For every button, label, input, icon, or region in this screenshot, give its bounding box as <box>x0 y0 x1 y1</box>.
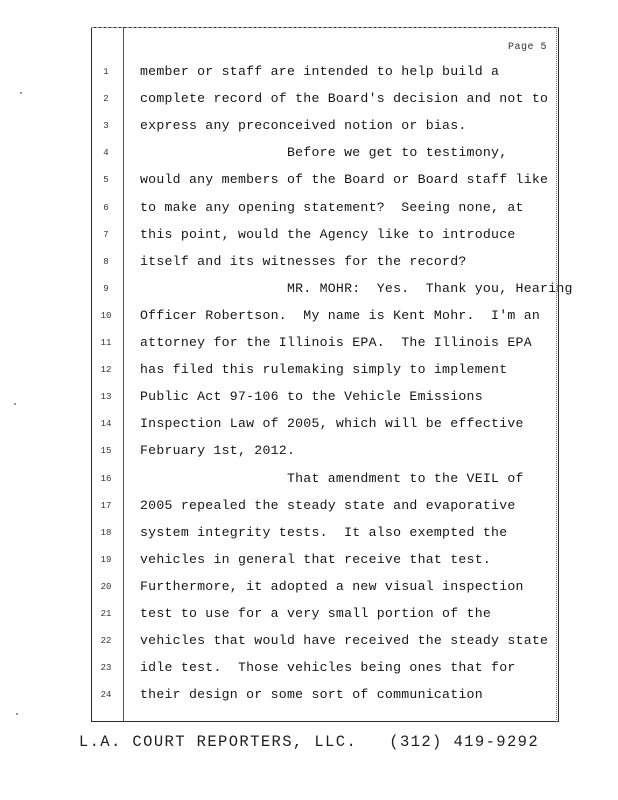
top-border <box>91 27 559 28</box>
transcript-line <box>0 281 618 305</box>
line-number: 8 <box>103 256 109 267</box>
transcript-line <box>0 145 618 169</box>
line-number: 10 <box>100 310 112 321</box>
line-text: idle test. Those vehicles being ones that for <box>140 660 516 676</box>
line-text: to make any opening statement? Seeing none, at <box>140 199 524 215</box>
line-number: 13 <box>100 392 112 403</box>
line-number: 7 <box>103 229 109 240</box>
scan-speck <box>16 713 18 715</box>
line-number: 19 <box>100 554 112 565</box>
line-text: this point, would the Agency like to introduce <box>140 226 516 242</box>
line-text: their design or some sort of communication <box>140 687 483 703</box>
line-number: 5 <box>103 175 109 186</box>
line-text: Officer Robertson. My name is Kent Mohr. I'm an <box>140 307 541 323</box>
line-text: express any preconceived notion or bias. <box>140 118 467 134</box>
line-number: 21 <box>100 609 112 619</box>
transcript-line <box>0 64 618 88</box>
line-text: Furthermore, it adopted a new visual inspection <box>140 578 524 594</box>
transcript-line <box>0 416 618 440</box>
transcript-line <box>0 687 618 711</box>
line-text: 2005 repealed the steady state and evaporative <box>140 497 516 513</box>
transcript-line <box>0 606 618 630</box>
line-text: test to use for a very small portion of the <box>140 606 492 621</box>
transcript-line <box>0 200 618 224</box>
court-reporter-footer: L.A. COURT REPORTERS, LLC. (312) 419-9292 <box>78 733 540 751</box>
line-number: 16 <box>100 473 112 484</box>
line-text: attorney for the Illinois EPA. The Illinois EPA <box>140 335 532 350</box>
transcript-line <box>0 471 618 495</box>
transcript-line <box>0 443 618 467</box>
line-number: 24 <box>100 690 112 701</box>
line-text: Public Act 97-106 to the Vehicle Emissions <box>140 389 483 405</box>
transcript-line <box>0 389 618 413</box>
transcript-line <box>0 91 618 115</box>
line-text: has filed this rulemaking simply to implement <box>140 362 508 378</box>
transcript-line <box>0 254 618 278</box>
line-text: Before we get to testimony, <box>140 145 508 161</box>
line-text: vehicles in general that receive that test. <box>140 551 492 567</box>
line-text: would any members of the Board or Board staff like <box>140 172 549 188</box>
line-text: Inspection Law of 2005, which will be effective <box>140 416 524 432</box>
transcript-line <box>0 227 618 251</box>
line-text: itself and its witnesses for the record? <box>140 253 467 269</box>
line-number: 14 <box>100 419 112 430</box>
transcript-line <box>0 118 618 142</box>
scan-speck <box>14 403 16 405</box>
transcript-line <box>0 633 618 657</box>
line-number: 6 <box>103 202 109 213</box>
line-text: February 1st, 2012. <box>140 443 296 459</box>
transcript-line <box>0 579 618 603</box>
transcript-line <box>0 172 618 196</box>
line-text: vehicles that would have received the steady state <box>140 633 549 649</box>
page-number: Page 5 <box>508 42 548 53</box>
line-text: complete record of the Board's decision and not to <box>140 91 549 107</box>
transcript-line <box>0 660 618 684</box>
transcript-line <box>0 552 618 576</box>
transcript-line <box>0 362 618 386</box>
transcript-line <box>0 335 618 359</box>
line-number: 18 <box>100 527 112 538</box>
line-number: 12 <box>100 365 112 376</box>
line-number: 1 <box>103 67 109 77</box>
transcript-line <box>0 308 618 332</box>
line-text: That amendment to the VEIL of <box>140 470 524 486</box>
line-text: member or staff are intended to help build a <box>140 64 500 79</box>
line-number: 2 <box>103 94 109 105</box>
transcript-line <box>0 525 618 549</box>
transcript-line <box>0 498 618 522</box>
line-number: 9 <box>103 283 109 294</box>
line-number: 17 <box>100 500 112 511</box>
line-number: 15 <box>100 446 112 457</box>
line-number: 22 <box>100 636 112 647</box>
scan-speck <box>20 92 22 94</box>
line-number: 4 <box>103 148 109 159</box>
line-number: 3 <box>103 121 109 132</box>
line-number: 23 <box>100 663 112 674</box>
line-text: system integrity tests. It also exempted the <box>140 524 508 540</box>
line-number: 11 <box>100 338 112 348</box>
line-number: 20 <box>100 581 112 592</box>
line-text: MR. MOHR: Yes. Thank you, Hearing <box>140 280 573 296</box>
